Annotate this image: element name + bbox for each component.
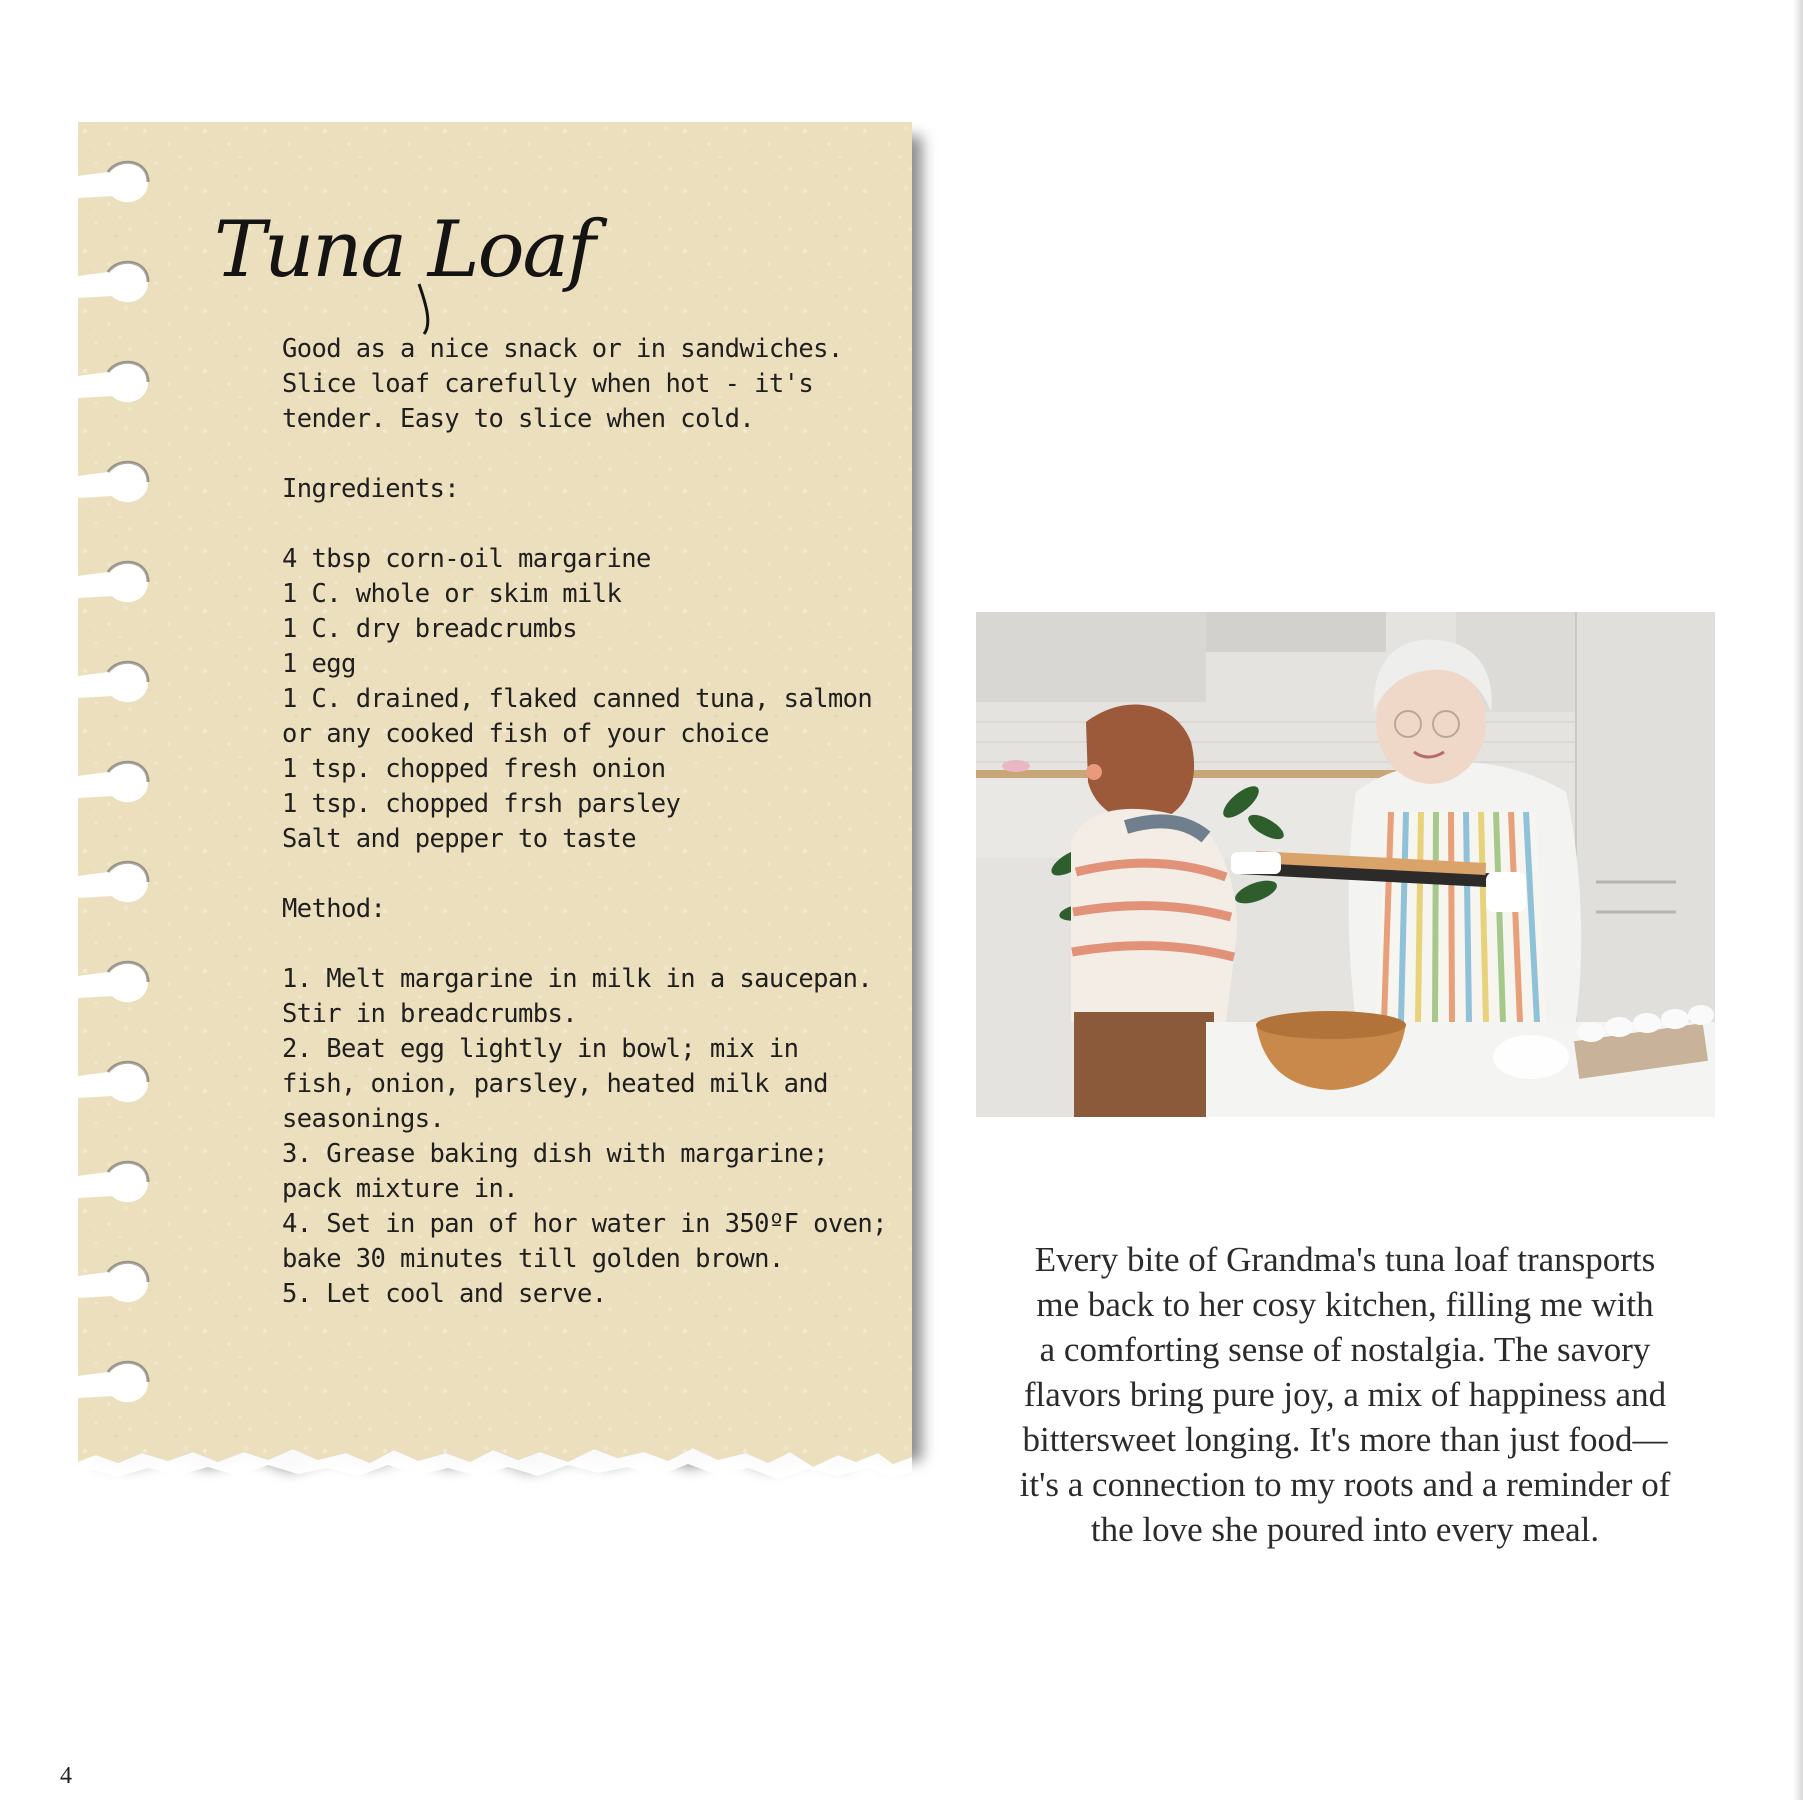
caption-line: bittersweet longing. It's more than just food— <box>1022 1420 1668 1459</box>
ingredient-item: 1 egg <box>282 649 356 679</box>
recipe-intro <box>282 332 902 437</box>
method-line: bake 30 minutes till golden brown. <box>282 1244 784 1274</box>
ingredient-item: 1 tsp. chopped fresh onion <box>282 754 666 784</box>
method-heading: Method: <box>282 894 386 924</box>
ingredient-item: 1 C. dry breadcrumbs <box>282 614 578 644</box>
recipe-title-script <box>214 184 634 314</box>
caption-line: Every bite of Grandma's tuna loaf transports <box>1034 1240 1656 1279</box>
page-number: 4 <box>60 1763 72 1789</box>
method-line: 2. Beat egg lightly in bowl; mix in <box>282 1034 799 1064</box>
method-line: 4. Set in pan of hor water in 350ºF oven; <box>282 1209 887 1239</box>
method-line: 3. Grease baking dish with margarine; <box>282 1139 828 1169</box>
method-line: 1. Melt margarine in milk in a saucepan. <box>282 964 873 994</box>
ingredient-item: 1 tsp. chopped frsh parsley <box>282 789 681 819</box>
ingredient-item: 1 C. whole or skim milk <box>282 579 622 609</box>
method-line: seasonings. <box>282 1104 445 1134</box>
kitchen-photo-illustration <box>976 612 1715 1117</box>
method-line: 5. Let cool and serve. <box>282 1279 607 1309</box>
recipe-title-text: Tuna Loaf <box>214 205 594 295</box>
method-steps <box>282 962 902 1312</box>
caption-line: flavors bring pure joy, a mix of happiness and <box>1023 1375 1667 1414</box>
intro-line: tender. Easy to slice when cold. <box>282 404 755 434</box>
caption-line: me back to her cosy kitchen, filling me with <box>1036 1285 1654 1324</box>
recipe-card <box>70 118 940 1493</box>
ingredients-heading: Ingredients: <box>282 474 460 504</box>
story-caption <box>985 1237 1705 1552</box>
caption-line: it's a connection to my roots and a reminder of <box>1019 1465 1671 1504</box>
ingredient-item: or any cooked fish of your choice <box>282 719 769 749</box>
caption-line: the love she poured into every meal. <box>1090 1510 1600 1549</box>
ingredient-item: Salt and pepper to taste <box>282 824 637 854</box>
ingredient-item: 4 tbsp corn-oil margarine <box>282 544 651 574</box>
intro-line: Good as a nice snack or in sandwiches. <box>282 334 843 364</box>
paper-sheet <box>78 122 912 1482</box>
recipe-body <box>282 332 902 1312</box>
ingredients-list <box>282 542 902 857</box>
grandmother-and-child-baking-photo <box>976 612 1715 1117</box>
ingredient-item: 1 C. drained, flaked canned tuna, salmon <box>282 684 873 714</box>
method-line: pack mixture in. <box>282 1174 519 1204</box>
method-line: fish, onion, parsley, heated milk and <box>282 1069 828 1099</box>
recipe-title <box>214 184 634 314</box>
method-line: Stir in breadcrumbs. <box>282 999 578 1029</box>
page-edge-shadow <box>1793 0 1803 1800</box>
intro-line: Slice loaf carefully when hot - it's <box>282 369 814 399</box>
caption-line: a comforting sense of nostalgia. The savory <box>1039 1330 1651 1369</box>
